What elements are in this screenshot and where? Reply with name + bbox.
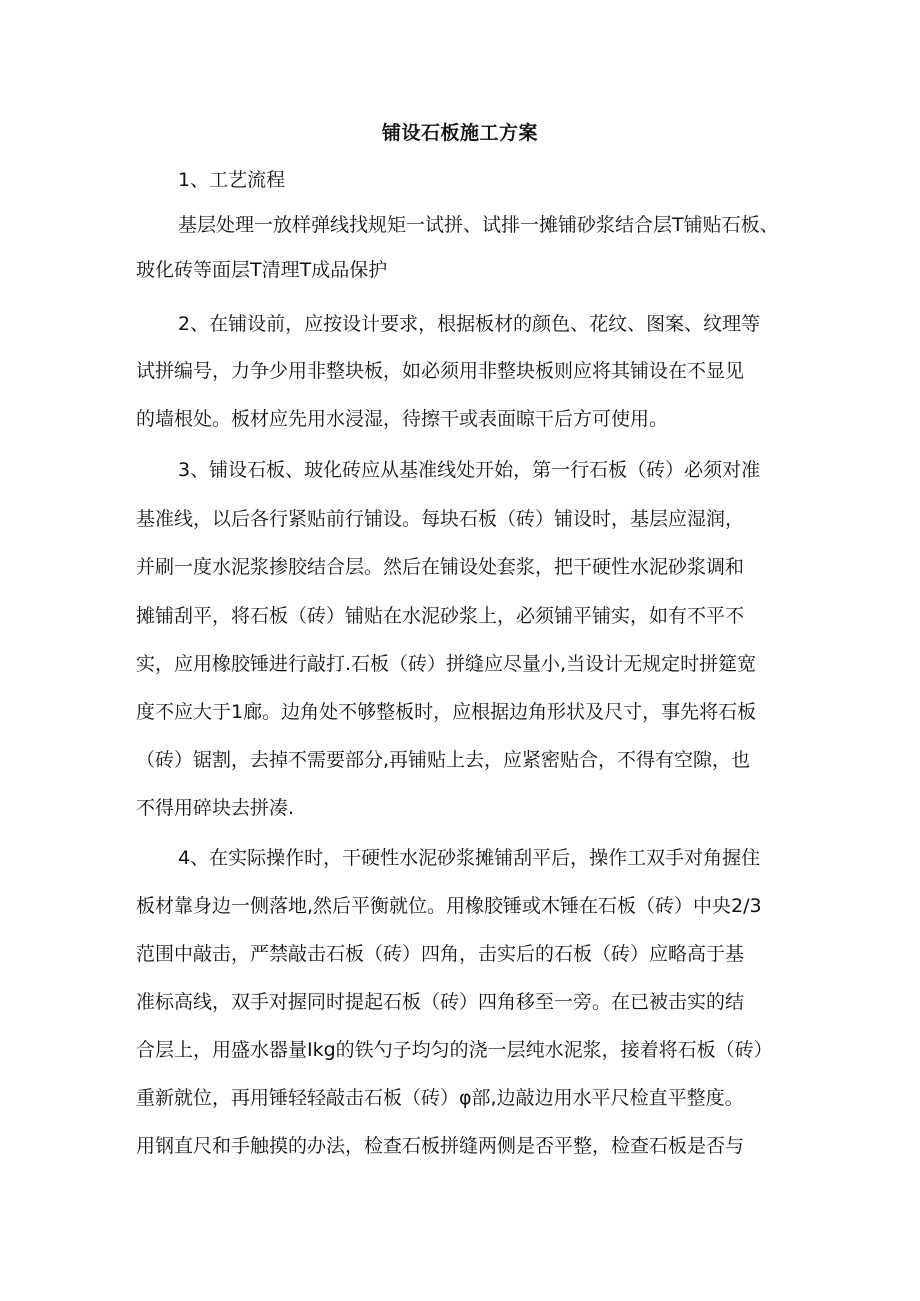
paragraph-line: 2、在铺设前，应按设计要求，根据板材的颜色、花纹、图案、纹理等 xyxy=(178,313,761,335)
paragraph-line: 板材靠身边一侧落地,然后平衡就位。用橡胶锤或木锤在石板（砖）中央2/3 xyxy=(136,895,762,917)
paragraph-line: 合层上，用盛水器量Ikg的铁勺子均匀的浇一层纯水泥浆，接着将石板（砖） xyxy=(136,1039,773,1061)
paragraph-line: 玻化砖等面层T清理T成品保护 xyxy=(136,259,388,281)
paragraph-line: 并刷一度水泥浆掺胶结合层。然后在铺设处套浆，把干硬性水泥砂浆调和 xyxy=(136,556,745,578)
paragraph-line: 实，应用橡胶锤进行敲打.石板（砖）拼缝应尽量小,当设计无规定时拼筵宽 xyxy=(136,653,757,675)
paragraph-line: 3、铺设石板、玻化砖应从基准线处开始，第一行石板（砖）必须对准 xyxy=(178,459,761,481)
paragraph-line: 重新就位，再用锤轻轻敲击石板（砖）φ部,边敲边用水平尺检直平整度。 xyxy=(136,1087,744,1109)
paragraph-line: 不得用碎块去拼凑. xyxy=(136,797,295,819)
paragraph-line: 试拼编号，力争少用非整块板，如必须用非整块板则应将其铺设在不显见 xyxy=(136,360,745,382)
paragraph-line: 范围中敲击，严禁敲击石板（砖）四角，击实后的石板（砖）应略高于基 xyxy=(136,943,745,965)
paragraph-line: 度不应大于1廊。边角处不够整板时，应根据边角形状及尺寸，事先将石板 xyxy=(136,701,757,723)
paragraph-line: （砖）锯割，去掉不需要部分,再铺贴上去，应紧密贴合，不得有空隙，也 xyxy=(136,749,751,771)
paragraph-line: 摊铺刮平，将石板（砖）铺贴在水泥砂浆上，必须铺平铺实，如有不平不 xyxy=(136,605,745,627)
paragraph-line: 基准线，以后各行紧贴前行铺设。每块石板（砖）铺设时，基层应湿润， xyxy=(136,508,745,530)
section-heading: 1、工艺流程 xyxy=(178,169,286,191)
paragraph-line: 基层处理一放样弹线找规矩一试拼、试排一摊铺砂浆结合层T铺贴石板、 xyxy=(178,214,779,236)
paragraph-line: 4、在实际操作时，干硬性水泥砂浆摊铺刮平后，操作工双手对角握住 xyxy=(178,847,761,869)
paragraph-line: 准标高线，双手对握同时提起石板（砖）四角移至一旁。在已被击实的结 xyxy=(136,991,745,1013)
document-title: 铺设石板施工方案 xyxy=(381,122,538,144)
paragraph-line: 的墙根处。板材应先用水浸湿，待擦干或表面晾干后方可使用。 xyxy=(136,408,669,430)
paragraph-line: 用钢直尺和手触摸的办法，检查石板拼缝两侧是否平整，检查石板是否与 xyxy=(136,1135,745,1157)
